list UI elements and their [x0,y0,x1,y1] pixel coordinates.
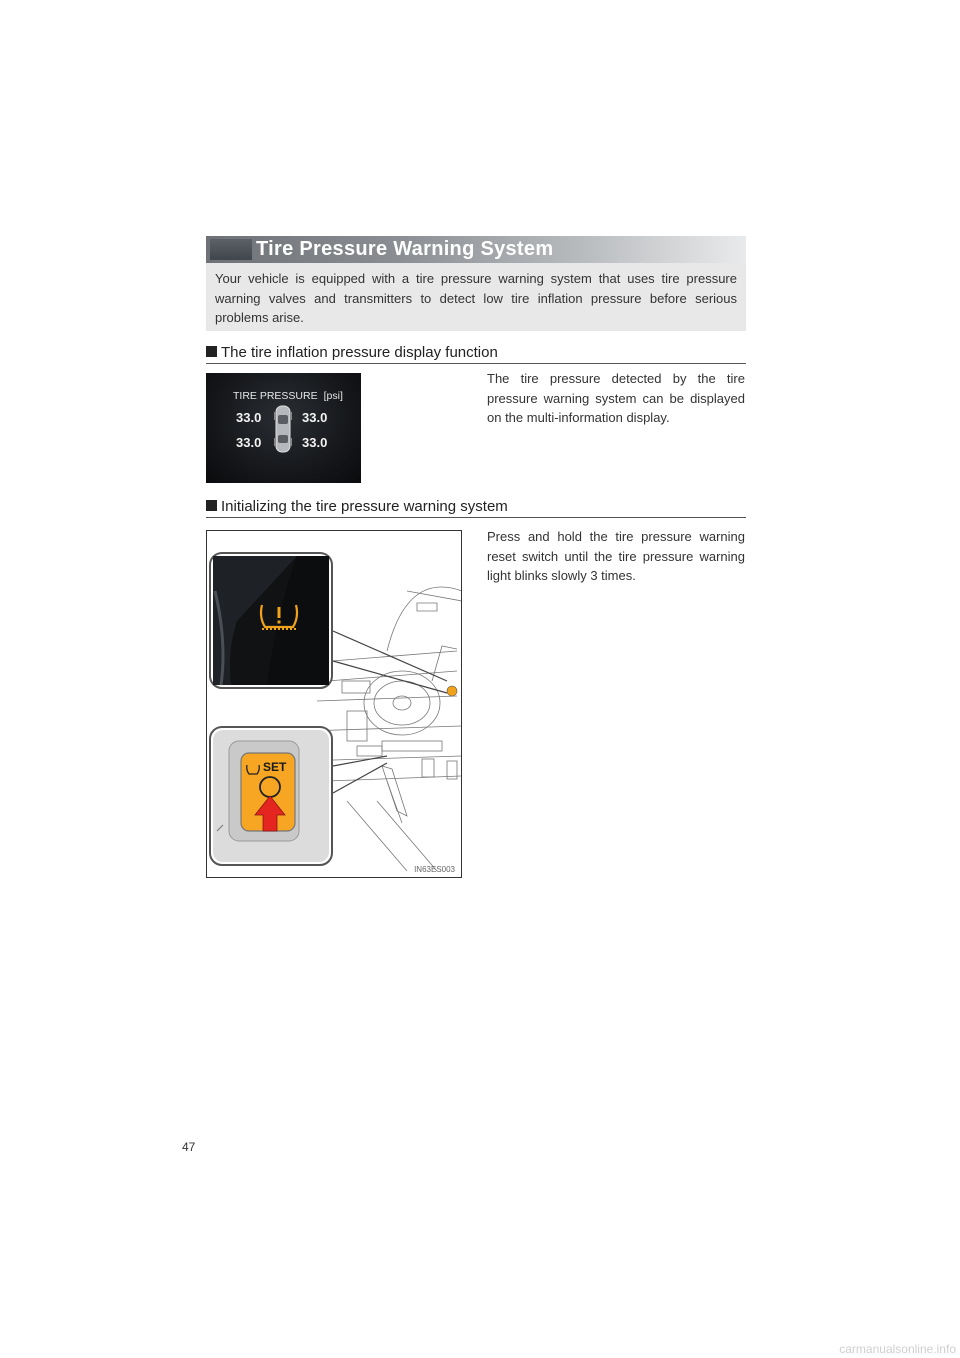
figure-code: IN63ES003 [414,865,455,874]
section-title-bar [206,236,746,263]
section-heading-text: The tire inflation pressure display function [221,344,498,361]
vehicle-top-view-icon [274,405,292,453]
display-function-description: The tire pressure detected by the tire pressure warning system can be displayed on the multi-information display. [487,371,745,425]
intro-box [206,263,746,331]
dashboard-line-drawing [207,531,462,878]
dashboard-illustration [206,530,462,878]
display-unit: [psi] [323,390,343,402]
section-heading-display-function [206,344,746,364]
tire-rear-right-value: 33.0 [302,435,328,450]
square-bullet-icon [206,346,217,357]
page-title: Tire Pressure Warning System [256,238,554,260]
section-heading-text: Initializing the tire pressure warning system [221,498,508,515]
tire-front-right-value: 33.0 [302,410,328,425]
switch-set-label: SET [263,760,287,774]
initializing-description: Press and hold the tire pressure warning reset switch until the tire pressure warning light blinks slowly 3 times. [487,529,745,583]
tire-front-left-value: 33.0 [236,410,262,425]
page-number: 47 [182,1140,196,1154]
multi-information-display [206,373,361,483]
section-heading-initializing [206,498,746,518]
footer-watermark: carmanualsonline.info [839,1342,956,1356]
intro-text: Your vehicle is equipped with a tire pressure warning system that uses tire pressure warning valves and transmitters to detect low tire inflation pressure before serious problems arise. [215,271,737,325]
display-title-text: TIRE PRESSURE [233,390,318,402]
square-bullet-icon [206,500,217,511]
title-swatch [210,239,252,260]
display-title [233,390,343,402]
tire-rear-left-value: 33.0 [236,435,262,450]
